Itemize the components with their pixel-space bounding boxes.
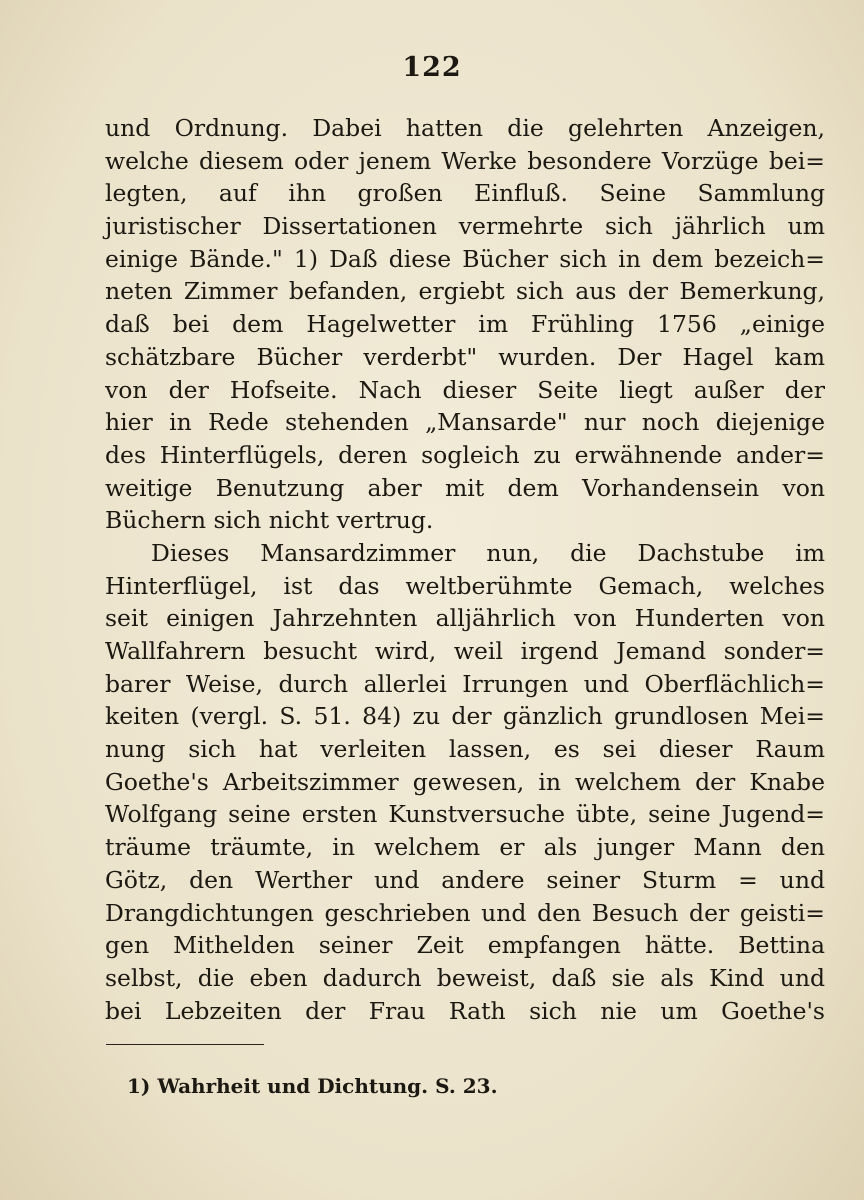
text-line: Hinterflügel, ist das weltberühmte Gemach, welches bbox=[105, 571, 825, 600]
text-line: Götz, den Werther und andere seiner Sturm = und bbox=[105, 865, 825, 894]
text-line: daß bei dem Hagelwetter im Frühling 1756 „einige bbox=[105, 310, 825, 339]
paragraph-first-line: Dieses Mansardzimmer nun, die Dachstube im bbox=[151, 538, 825, 567]
text-line: bei Lebzeiten der Frau Rath sich nie um Goethe's bbox=[105, 996, 825, 1025]
footnote-divider bbox=[106, 1044, 264, 1045]
page-number: 122 bbox=[402, 52, 462, 83]
text-line: gen Mithelden seiner Zeit empfangen hätte. Bettina bbox=[105, 931, 825, 960]
text-line: Goethe's Arbeitszimmer gewesen, in welchem der Knabe bbox=[105, 767, 825, 796]
text-line: keiten (vergl. S. 51. 84) zu der gänzlich grundlosen Mei= bbox=[105, 702, 825, 731]
text-line: barer Weise, durch allerlei Irrungen und Oberflächlich= bbox=[105, 669, 825, 698]
text-line: hier in Rede stehenden „Mansarde" nur noch diejenige bbox=[105, 408, 825, 437]
text-line: des Hinterflügels, deren sogleich zu erwähnende ander= bbox=[105, 440, 825, 469]
text-line: von der Hofseite. Nach dieser Seite liegt außer der bbox=[105, 375, 825, 404]
text-line: selbst, die eben dadurch beweist, daß sie als Kind und bbox=[105, 963, 825, 992]
text-line: weitige Benutzung aber mit dem Vorhandensein von bbox=[105, 473, 825, 502]
text-line: seit einigen Jahrzehnten alljährlich von Hunderten von bbox=[105, 604, 825, 633]
footnote: 1) Wahrheit und Dichtung. S. 23. bbox=[127, 1074, 498, 1098]
text-line: nung sich hat verleiten lassen, es sei dieser Raum bbox=[105, 735, 825, 764]
text-line: welche diesem oder jenem Werke besondere Vorzüge bei= bbox=[105, 146, 825, 175]
text-line: juristischer Dissertationen vermehrte sich jährlich um bbox=[105, 212, 825, 241]
text-line: und Ordnung. Dabei hatten die gelehrten Anzeigen, bbox=[105, 114, 825, 142]
text-line: Drangdichtungen geschrieben und den Besuch der geisti= bbox=[105, 898, 825, 927]
body-text bbox=[105, 112, 825, 1027]
text-line: Wallfahrern besucht wird, weil irgend Jemand sonder= bbox=[105, 637, 825, 665]
text-line: neten Zimmer befanden, ergiebt sich aus der Bemerkung, bbox=[105, 277, 825, 306]
text-line: schätzbare Bücher verderbt" wurden. Der Hagel kam bbox=[105, 342, 825, 371]
text-line: träume träumte, in welchem er als junger Mann den bbox=[105, 833, 825, 862]
text-line: Wolfgang seine ersten Kunstversuche übte, seine Jugend= bbox=[105, 800, 825, 829]
text-line: legten, auf ihn großen Einfluß. Seine Sammlung bbox=[105, 179, 825, 208]
text-line: einige Bände." 1) Daß diese Bücher sich in dem bezeich= bbox=[105, 244, 825, 273]
text-line: Büchern sich nicht vertrug. bbox=[105, 506, 434, 535]
